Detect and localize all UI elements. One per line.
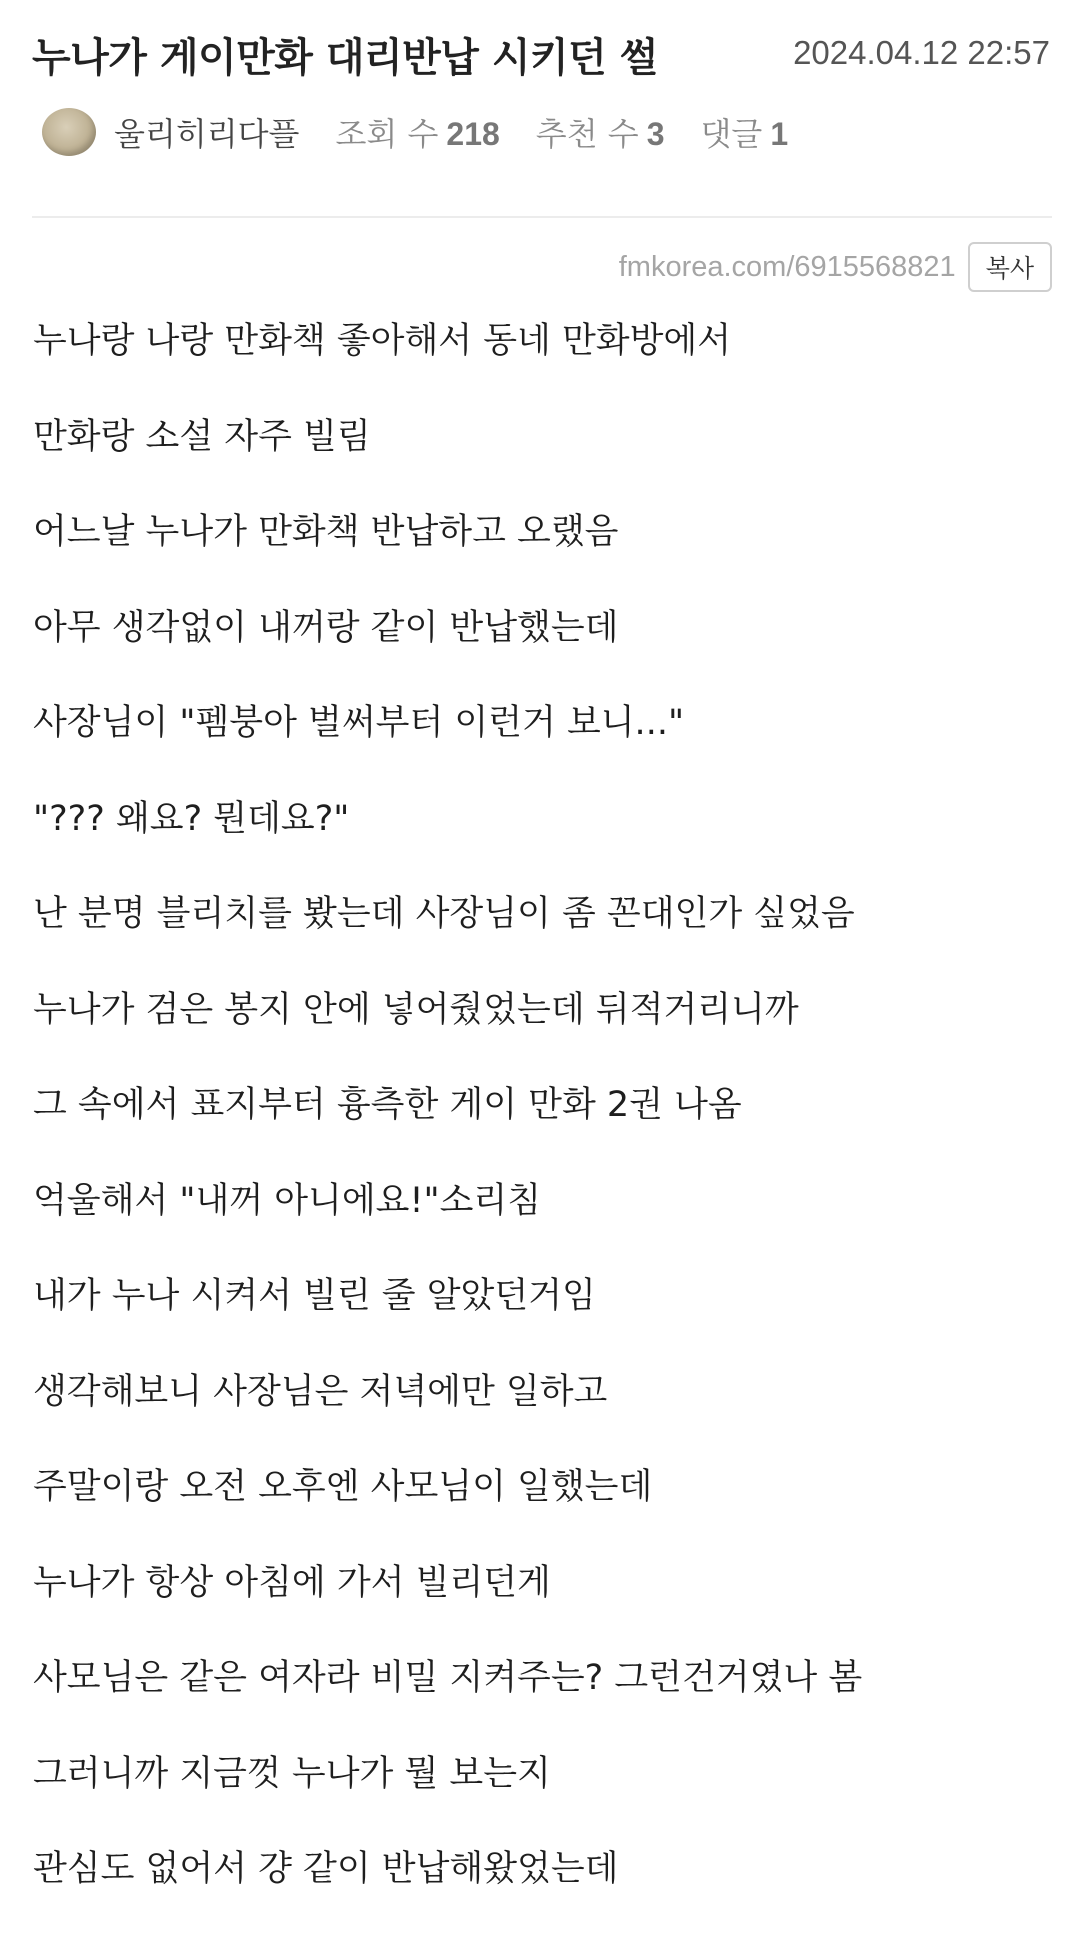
body-line: 누나랑 나랑 만화책 좋아해서 동네 만화방에서 (33, 321, 732, 361)
post-title: 누나가 게이만화 대리반납 시키던 썰 (32, 35, 658, 81)
comment-count-label: 댓글 (700, 115, 763, 153)
body-line: 그 속에서 표지부터 흉측한 게이 만화 2권 나옴 (33, 1085, 742, 1125)
body-line: 사모님은 같은 여자라 비밀 지켜주는? 그런건거였나 봄 (33, 1658, 863, 1698)
post-header (32, 0, 1052, 218)
body-line: "??? 왜요? 뭔데요?" (33, 798, 350, 839)
post-url[interactable]: fmkorea.com/6915568821 (618, 250, 956, 283)
body-line: 누나가 검은 봉지 안에 넣어줬었는데 뒤적거리니까 (33, 989, 799, 1030)
body-line: 생각해보니 사장님은 저녁에만 일하고 (33, 1371, 608, 1412)
body-line: 만화랑 소설 자주 빌림 (33, 416, 371, 457)
author-name[interactable]: 울리히리다플 (114, 115, 300, 153)
body-line: 관심도 없어서 걍 같이 반납해왔었는데 (33, 1849, 619, 1889)
view-count-label: 조회 수 (335, 115, 439, 153)
avatar[interactable] (42, 108, 96, 156)
body-line: 그러니까 지금껏 누나가 뭘 보는지 (33, 1753, 551, 1794)
recommend-count (536, 109, 665, 155)
body-line: 아무 생각없이 내꺼랑 같이 반납했는데 (33, 607, 619, 648)
body-line: 내가 누나 시켜서 빌린 줄 알았던거임 (33, 1276, 596, 1316)
post-body (33, 316, 1052, 1940)
recommend-count-label: 추천 수 (535, 115, 639, 153)
body-line: 누나가 항상 아침에 가서 빌리던게 (33, 1562, 551, 1603)
recommend-count-value: 3 (646, 116, 665, 152)
view-count (335, 109, 499, 155)
body-line: 난 분명 블리치를 봤는데 사장님이 좀 꼰대인가 싶었음 (33, 894, 855, 934)
comment-count[interactable] (701, 109, 789, 155)
view-count-value: 218 (446, 116, 500, 152)
copy-url-button[interactable]: 복사 (968, 242, 1052, 292)
post-date: 2024.04.12 22:57 (793, 34, 1050, 71)
body-line: 사장님이 "펨붕아 벌써부터 이런거 보니..." (33, 703, 685, 743)
comment-count-value: 1 (770, 116, 789, 152)
post-meta (32, 104, 824, 160)
post-url-row (619, 242, 1052, 292)
body-line: 억울해서 "내꺼 아니에요!"소리침 (33, 1180, 542, 1221)
body-line: 주말이랑 오전 오후엔 사모님이 일했는데 (33, 1467, 653, 1507)
body-line: 어느날 누나가 만화책 반납하고 오랬음 (33, 512, 619, 552)
